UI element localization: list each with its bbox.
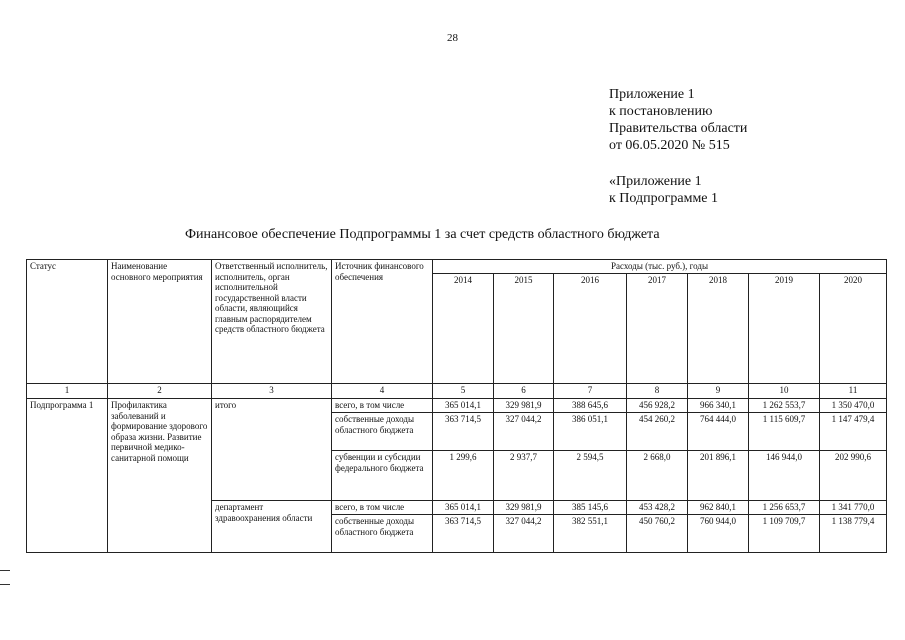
status-cell: Подпрограмма 1 xyxy=(27,399,108,553)
margin-mark xyxy=(0,584,10,585)
source-cell: субвенции и субсидии федерального бюджета xyxy=(332,451,433,501)
margin-mark xyxy=(0,570,10,571)
value-cell: 962 840,1 xyxy=(688,501,749,515)
appendix-line: от 06.05.2020 № 515 xyxy=(609,138,730,153)
header-executor: Ответственный исполнитель, исполнитель, орган исполнительной государственной власти области, являющийся главным распорядителем средств областного бюджета xyxy=(212,260,332,384)
value-cell: 382 551,1 xyxy=(554,515,627,553)
value-cell: 1 350 470,0 xyxy=(820,399,887,413)
value-cell: 327 044,2 xyxy=(494,515,554,553)
col-number: 5 xyxy=(433,384,494,399)
col-number: 11 xyxy=(820,384,887,399)
appendix-line: Приложение 1 xyxy=(609,87,695,102)
value-cell: 327 044,2 xyxy=(494,413,554,451)
value-cell: 453 428,2 xyxy=(627,501,688,515)
appendix-sub-line: «Приложение 1 xyxy=(609,174,702,189)
source-cell: всего, в том числе xyxy=(332,399,433,413)
col-number: 9 xyxy=(688,384,749,399)
appendix-block xyxy=(609,86,747,154)
executor-cell: итого xyxy=(212,399,332,501)
value-cell: 1 256 653,7 xyxy=(749,501,820,515)
source-cell: всего, в том числе xyxy=(332,501,433,515)
header-source: Источник финансового обеспечения xyxy=(332,260,433,384)
header-expenses: Расходы (тыс. руб.), годы xyxy=(433,260,887,274)
value-cell: 1 262 553,7 xyxy=(749,399,820,413)
value-cell: 2 594,5 xyxy=(554,451,627,501)
col-number: 8 xyxy=(627,384,688,399)
value-cell: 454 260,2 xyxy=(627,413,688,451)
value-cell: 1 115 609,7 xyxy=(749,413,820,451)
value-cell: 456 928,2 xyxy=(627,399,688,413)
value-cell: 760 944,0 xyxy=(688,515,749,553)
appendix-sub-block xyxy=(609,173,718,207)
appendix-line: Правительства области xyxy=(609,121,748,136)
finance-table xyxy=(26,259,887,553)
value-cell: 1 109 709,7 xyxy=(749,515,820,553)
value-cell: 365 014,1 xyxy=(433,399,494,413)
activity-name-cell: Профилактика заболеваний и формирование здорового образа жизни. Развитие первичной медико-санитарной помощи xyxy=(108,399,212,553)
value-cell: 385 145,6 xyxy=(554,501,627,515)
header-year: 2016 xyxy=(554,274,627,384)
value-cell: 450 760,2 xyxy=(627,515,688,553)
col-number: 1 xyxy=(27,384,108,399)
col-number: 10 xyxy=(749,384,820,399)
document-title: Финансовое обеспечение Подпрограммы 1 за счет средств областного бюджета xyxy=(185,227,660,242)
col-number: 4 xyxy=(332,384,433,399)
value-cell: 363 714,5 xyxy=(433,515,494,553)
value-cell: 363 714,5 xyxy=(433,413,494,451)
executor-cell: департамент здравоохранения области xyxy=(212,501,332,553)
header-year: 2017 xyxy=(627,274,688,384)
col-number: 6 xyxy=(494,384,554,399)
value-cell: 2 668,0 xyxy=(627,451,688,501)
value-cell: 365 014,1 xyxy=(433,501,494,515)
page-number: 28 xyxy=(447,32,458,44)
value-cell: 201 896,1 xyxy=(688,451,749,501)
appendix-line: к постановлению xyxy=(609,104,713,119)
value-cell: 966 340,1 xyxy=(688,399,749,413)
value-cell: 329 981,9 xyxy=(494,501,554,515)
value-cell: 1 341 770,0 xyxy=(820,501,887,515)
value-cell: 1 147 479,4 xyxy=(820,413,887,451)
value-cell: 202 990,6 xyxy=(820,451,887,501)
appendix-sub-line: к Подпрограмме 1 xyxy=(609,191,719,206)
header-year: 2014 xyxy=(433,274,494,384)
header-status: Статус xyxy=(27,260,108,384)
header-year: 2015 xyxy=(494,274,554,384)
source-cell: собственные доходы областного бюджета xyxy=(332,413,433,451)
col-number: 3 xyxy=(212,384,332,399)
col-number: 2 xyxy=(108,384,212,399)
value-cell: 2 937,7 xyxy=(494,451,554,501)
source-cell: собственные доходы областного бюджета xyxy=(332,515,433,553)
col-number: 7 xyxy=(554,384,627,399)
value-cell: 1 138 779,4 xyxy=(820,515,887,553)
value-cell: 329 981,9 xyxy=(494,399,554,413)
value-cell: 386 051,1 xyxy=(554,413,627,451)
header-year: 2018 xyxy=(688,274,749,384)
header-name: Наименование основного мероприятия xyxy=(108,260,212,384)
header-year: 2020 xyxy=(820,274,887,384)
value-cell: 146 944,0 xyxy=(749,451,820,501)
header-year: 2019 xyxy=(749,274,820,384)
value-cell: 388 645,6 xyxy=(554,399,627,413)
value-cell: 1 299,6 xyxy=(433,451,494,501)
value-cell: 764 444,0 xyxy=(688,413,749,451)
